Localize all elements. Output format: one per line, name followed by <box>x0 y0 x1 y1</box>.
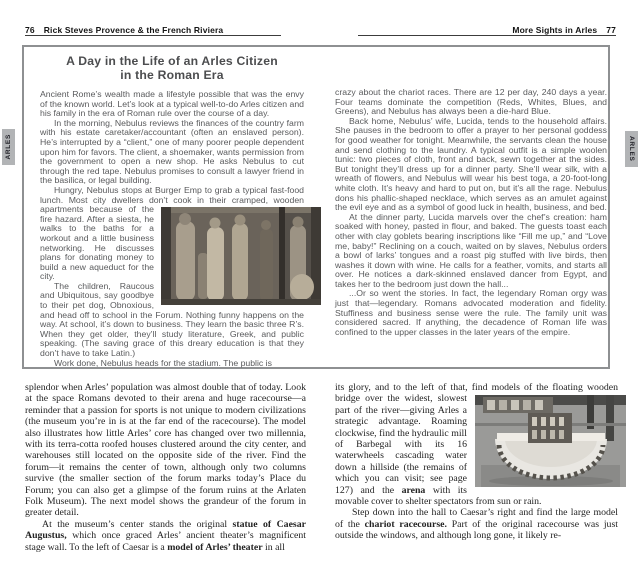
body-paragraph-text: At the museum’s center stands the original <box>42 518 233 530</box>
box-paragraph: Work done, Nebulus heads for the stadium. The public is <box>54 357 272 368</box>
bold-term: arena <box>401 484 426 496</box>
bold-term: statue of Caesar Augustus, <box>25 518 306 542</box>
body-paragraph-text: Part of the original racecourse was just outside the windows, and although long gone, it likely re- <box>335 518 618 542</box>
body-paragraph-text: its glory, and to the left of that, find models of the floating wooden <box>335 382 618 393</box>
header-right <box>512 25 616 35</box>
margin-tab-right <box>625 131 638 167</box>
roman-fresco-image <box>161 207 321 305</box>
sidebar-box-right-column <box>335 88 607 337</box>
box-paragraph: At the dinner party, Lucida marvels over the chef’s creation: ham soaked with honey, pasted in flour, and baked. The guests toast each other with clay goblets bearing inscriptions like “Fill me up,” and “Love me, baby!” Reclining on a couch, waited on by slaves, Nebulus orders a bowl of larks’ tongues and a roast pig stuffed with live birds, then washes it down with wine. He calls for a feather, vomits, and starts all over. He notices a dark-skinned enslaved dancer from Egypt, and takes her to the bedroom just down the hall... <box>335 211 607 289</box>
body-paragraph-text: which once graced Arles’ ancient theater’s magnificent stage wall. To the left of Caesar is a <box>25 530 306 553</box>
section-title: More Sights in Arles <box>512 25 598 35</box>
sidebar-box-title <box>40 55 304 82</box>
body-paragraph-text: Step down into the hall to Caesar’s right and find the large model of the <box>335 507 618 530</box>
left-page-body <box>25 382 306 553</box>
body-paragraph <box>25 519 306 553</box>
bold-term: chariot racecourse. <box>364 518 447 530</box>
sidebar-box-title-line1: A Day in the Life of an Arles Citizen <box>66 54 278 68</box>
header-rule-right <box>358 35 616 36</box>
header-rule-left <box>25 35 281 36</box>
bold-term: model of Arles’ theater <box>167 541 263 553</box>
body-paragraph-text: with its movable cover to shelter spectators from sun or rain. <box>335 484 542 508</box>
body-paragraph: splendor when Arles’ population was almost double that of today. Look at the space Romans devoted to their arena and huge racecourse—a reminder that a passion for sports is not unique to modern civilizations (the museum you’re in is at the far end of the racecourse). The model also illustrates how little Arles’ core has changed over two millennia, with its terra-cotta roofed houses clustered around the city center, and warehouses still located on the opposite side of the river. Find the forum—it remains the center of town, although only two columns survive (the smaller section of the forum marks today’s Place du Forum; you can also get a glimpse of the forum ruins at the Arlaten Folk Museum). The next model shows the grandeur of the forum in greater detail. <box>25 382 306 519</box>
box-paragraph: crazy about the chariot races. There are 12 per day, 240 days a year. Four teams dominate the competition (Reds, Whites, Blues, and Greens), and Nebulus has always been a die-hard Blue. <box>335 87 607 117</box>
box-paragraph: Back home, Nebulus’ wife, Lucida, tends to the household affairs. She pauses in the bedroom to offer a prayer to her personal goddess for good weather for tonight. Meanwhile, the servants clean the house and send clothing to the laundry. A typical outfit is a simple woolen tunic: two pieces of cloth, front and back, sewn together at the sides. But tonight they’ll dress up for a dinner party. She’ll wear silk, with a wreath of flowers, and Nebulus will wear his best toga, a 20-foot-long white cloth. It’s heavy and hard to put on, but it’s all the rage. Nebulus dons his phallic-shaped necklace, which serves as an amulet against the evil eye and as a symbol of good luck in health, business, and bed. <box>335 115 607 213</box>
body-paragraph <box>335 507 618 541</box>
left-page-number: 76 <box>25 25 35 35</box>
box-paragraph: Ancient Rome’s wealth made a lifestyle possible that was the envy of the known world. Let’s look at a typical well-to-do Arles citizen and his family in the era of Roman rule over the course of a day. <box>40 89 304 119</box>
sidebar-box-left-column <box>40 90 304 368</box>
right-page-body <box>335 382 618 542</box>
sidebar-box <box>22 45 610 369</box>
header-left <box>25 25 223 35</box>
sidebar-box-title-line2: in the Roman Era <box>120 67 224 82</box>
box-paragraph: In the morning, Nebulus reviews the finances of the country farm with his estate caretaker/accountant (often an enslaved person). He’s interrupted by a “client,” one of many poorer people dependent upon him for favors. The client, a shoemaker, wants permission from the government to open a new shop. He asks Nebulus to cut through the red tape. Nebulus promises to consult a lawyer friend in the basilica, or legal building. <box>40 117 304 186</box>
margin-tab-left <box>2 129 15 165</box>
body-paragraph-text: bridge over the widest, slowest part of the river—giving Arles a strategic advantage. Roaming clockwise, find the hydraulic mill of Barbegal with its 16 waterwheels cascading water down a hillside (the remains of which you can visit; see page 127) and the <box>335 393 467 496</box>
body-paragraph-text: in all <box>262 541 285 553</box>
box-paragraph <box>40 186 304 282</box>
box-paragraph: ...Or so went the stories. In fact, the legendary Roman orgy was just that—legendary. Romans advocated moderation and fidelity. Stuffiness and business sense were the rule. The family unit was considered sacred. If anything, the decadence of Roman life was confined to the upper classes in the later years of the empire. <box>335 288 607 337</box>
margin-tab-left-label: ARLES <box>5 134 12 160</box>
theater-model-image <box>475 395 626 487</box>
roman-fresco-photo <box>161 207 321 305</box>
book-title: Rick Steves Provence & the French Riviera <box>43 25 224 35</box>
box-paragraph-text: wooden apartments because of the fire hazard. After a siesta, he walks to the baths for a workout and a little business networking. He discusses plans for donating money to build a new aqueduct for the city. <box>40 194 304 282</box>
right-page-number: 77 <box>606 25 616 35</box>
box-paragraph-text: Hungry, Nebulus stops at Burger Emp to grab a typical fast-food lunch. Most city dwellers don’t cook in their cramped, <box>40 184 304 205</box>
body-paragraph <box>335 382 618 507</box>
margin-tab-right-label: ARLES <box>628 136 635 162</box>
theater-model-photo <box>475 395 626 487</box>
box-paragraph: The children, Raucous and Ubiquitous, say goodbye to their pet dog, Obnoxious, and head off to school in the Forum. Nothing funny happens on the way. At school, it’s down to business. They learn the basic three R’s. When they get older, they’ll study literature, Greek, and public speaking. (The saving grace of this dreary education is that they don’t have to take Latin.) <box>40 280 304 359</box>
